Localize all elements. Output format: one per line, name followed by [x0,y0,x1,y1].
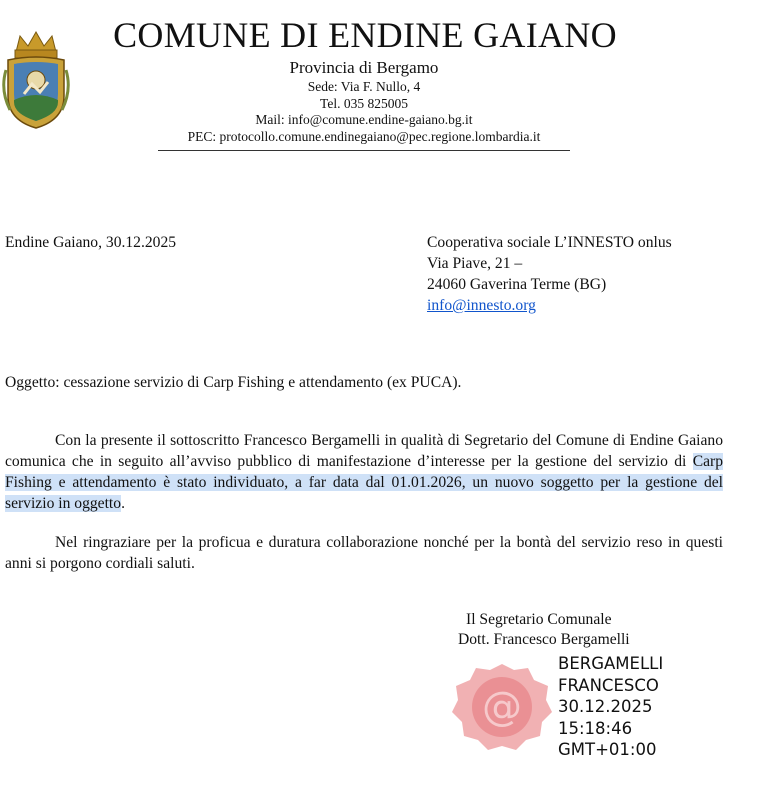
subject-line: Oggetto: cessazione servizio di Carp Fishing e attendamento (ex PUCA). [5,374,462,391]
body-p1-end: . [121,495,125,512]
body-paragraph-2 [5,532,723,574]
recipient-street: Via Piave, 21 – [427,255,523,272]
letterhead-pec: PEC: protocollo.comune.endinegaiano@pec.regione.lombardia.it [187,128,541,144]
sig-time: 15:18:46 [558,718,633,738]
sig-timezone: GMT+01:00 [558,740,657,759]
place-date: Endine Gaiano, 30.12.2025 [5,234,177,251]
sig-line-2: FRANCESCO [558,675,659,695]
digital-signature-seal-icon [450,660,554,752]
letterhead-contacts [158,79,570,145]
recipient-block [427,232,672,316]
recipient-name: Cooperativa sociale L’INNESTO onlus [427,234,672,251]
letterhead-phone: Tel. 035 825005 [320,95,408,111]
selected-text[interactable]: Carp Fishing e attendamento è stato individuato, a far data dal 01.01.2026, un nuovo soggetto per la gestione del servizio in oggetto [5,453,723,512]
body-p2-text: Nel ringraziare per la proficua e duratura collaborazione nonché per la bontà del servizio reso in questi anni si porgono cordiali saluti. [5,534,723,572]
letterhead-province: Provincia di Bergamo [289,58,439,77]
recipient-city: 24060 Gaverina Terme (BG) [427,276,607,293]
signature-role: Il Segretario Comunale [466,611,612,628]
signature-name: Dott. Francesco Bergamelli [458,631,630,648]
sig-date: 30.12.2025 [558,697,653,716]
body-paragraph-1 [5,430,723,514]
letterhead-address: Sede: Via F. Nullo, 4 [307,79,421,94]
svg-text:@: @ [482,684,522,730]
letterhead-divider [158,150,570,151]
letterhead-mail: Mail: info@comune.endine-gaiano.bg.it [255,112,473,127]
body-p1-start: Con la presente il sottoscritto Francesco Bergamelli in qualità di Segretario del Comune di Endine Gaiano comunica che in seguito all’avviso pubblico di manifestazione d’interesse per la gestione del servizio di [5,432,723,470]
recipient-email-link[interactable]: info@innesto.org [427,297,536,314]
digital-signature-text [558,653,663,761]
sig-line-1: BERGAMELLI [558,654,664,673]
letterhead-title: COMUNE DI ENDINE GAIANO [113,15,617,55]
